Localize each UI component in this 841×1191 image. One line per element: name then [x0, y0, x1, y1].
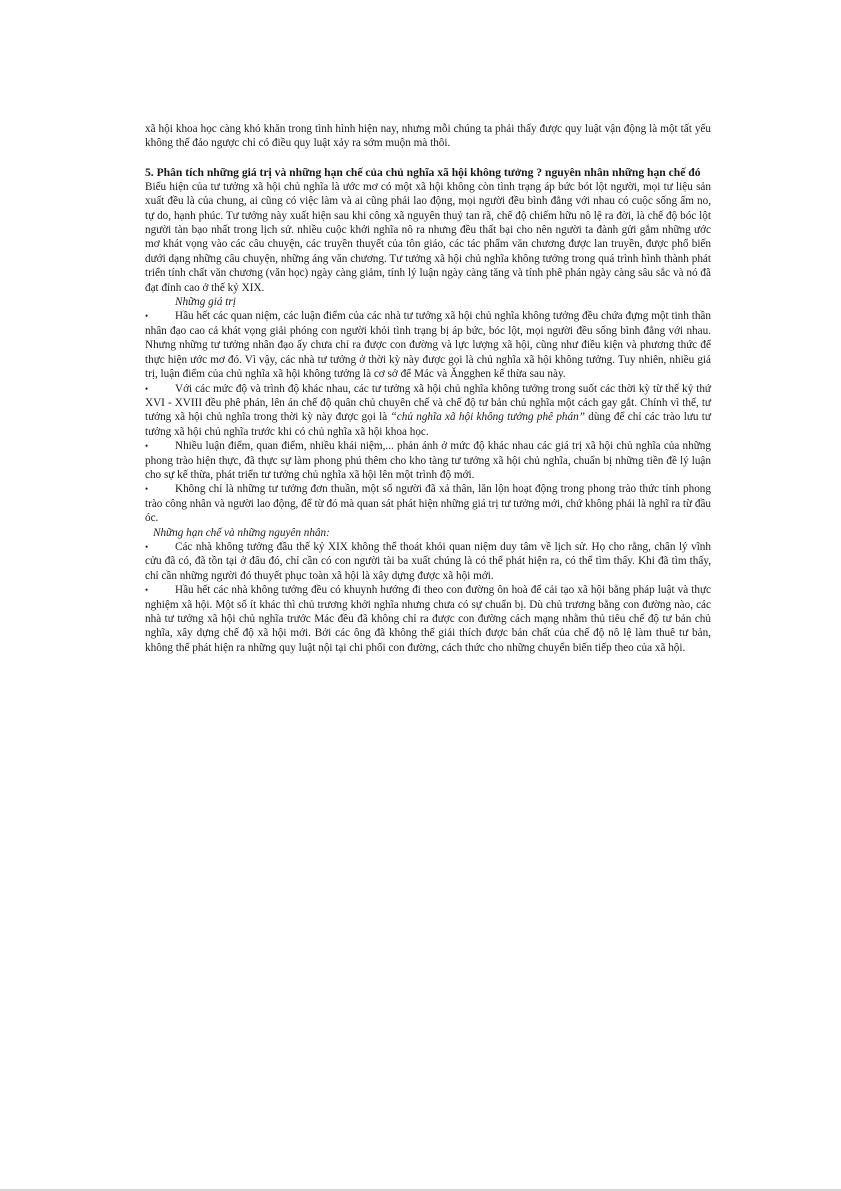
- limits-item-text: Các nhà không tưởng đầu thế kỷ XIX không thể thoát khỏi quan niệm duy tâm về lịch sử. Họ cho rằng, chân lý vĩnh cửu đã có, đã tồn tại ở đâu đó, chỉ cần có con người tài ba xuất chúng là có thể phát hiện ra, có thể tìm thấy. Khi đã tìm thấy, chỉ cần những người đó thuyết phục toàn xã hội là xây dựng được xã hội mới.: [145, 540, 711, 582]
- values-title: Những giá trị: [175, 296, 236, 309]
- limits-item-1: [145, 540, 711, 583]
- values-item-4: [145, 482, 711, 525]
- values-item-text: Nhiều luận điểm, quan điểm, nhiều khái niệm,... phản ánh ở mức độ khác nhau các giá trị xã hội chủ nghĩa của những phong trào hiện thực, đã thực sự làm phong phú thêm cho kho tàng tư tưởng xã hội chủ nghĩa, chuẩn bị những tiền đề lý luận cho sự kế thừa, phát triển tư tưởng chủ nghĩa xã hội lên một trình độ mới.: [145, 440, 711, 481]
- section-heading: 5. Phân tích những giá trị và những hạn chế của chủ nghĩa xã hội không tưởng ? nguyên nhân những hạn chế đó: [145, 165, 701, 179]
- values-item-quote: “chủ nghĩa xã hội không tưởng phê phán”: [390, 411, 585, 424]
- values-item-2: [145, 382, 711, 440]
- bullet-icon: •: [145, 441, 149, 452]
- bullet-icon: •: [145, 311, 149, 322]
- bullet-icon: •: [145, 541, 149, 552]
- values-item-text-before: Với các mức độ và trình độ khác nhau, các tư tưởng xã hội chủ nghĩa không tưởng trong suốt các thời kỳ từ thế kỷ thứ XVI - XVIII đều phê phán, lên án chế độ quân chủ chuyên chế và chế độ tư bản chủ nghĩa một cách gay gắt. Chính vì thế, tư tưởng xã hội chủ nghĩa trong thời kỳ này được gọi là: [145, 382, 711, 424]
- bullet-icon: •: [145, 585, 149, 596]
- bullet-icon: •: [145, 484, 149, 495]
- values-item-1: [145, 309, 711, 381]
- limits-title: Những hạn chế và những nguyên nhân:: [153, 526, 330, 539]
- values-item-text-after: dùng để chỉ các trào lưu tư tưởng xã hội chủ nghĩa trước khi có chủ nghĩa xã hội khoa học.: [145, 411, 711, 438]
- document-body: [145, 122, 711, 655]
- intro-paragraph: xã hội khoa học càng khó khăn trong tình hình hiện nay, nhưng mỗi chúng ta phải thấy được quy luật vận động là một tất yếu không thể đảo ngược chỉ có điều quy luật xảy ra sớm muộn mà thôi.: [145, 123, 711, 150]
- values-item-text: Hầu hết các quan niệm, các luận điểm của các nhà tư tưởng xã hội chủ nghĩa không tưởng đều chứa đựng một tinh thần nhân đạo cao cả khát vọng giải phóng con người khỏi tình trạng bị áp bức, bóc lột, mọi người đều sống bình đẳng với nhau. Nhưng những tư tưởng nhân đạo ấy chưa chỉ ra được con đường và lực lượng xã hội, cũng như điều kiện và phương thức để thực hiện ước mơ đó. Vì vậy, các nhà tư tưởng ở thời kỳ này được gọi là chủ nghĩa xã hội không tưởng. Tuy nhiên, nhiều giá trị, luận điểm của chủ nghĩa xã hội không tưởng là cơ sở để Mác và Ăngghen kế thừa sau này.: [145, 310, 711, 381]
- values-item-3: [145, 439, 711, 482]
- spacer: [145, 151, 711, 165]
- values-item-text: Không chỉ là những tư tưởng đơn thuần, một số người đã xả thân, lăn lộn hoạt động trong phong trào thức tỉnh phong trào công nhân và người lao động, để từ đó mà quan sát phát hiện những giá trị tư tưởng mới, chứ không phải là nghĩ ra từ đầu óc.: [145, 483, 712, 525]
- bullet-icon: •: [145, 383, 149, 394]
- limits-item-2: [145, 583, 711, 655]
- limits-item-text: Hầu hết các nhà không tưởng đều có khuynh hướng đi theo con đường ôn hoà để cải tạo xã hội bằng pháp luật và thực nghiệm xã hội. Một số ít khác thì chủ trương khởi nghĩa nhưng chưa có sự chuẩn bị. Dù chủ trương bằng con đường nào, các nhà tư tưởng xã hội chủ nghĩa trước Mác đều đã không chỉ ra được con đường cách mạng nhằm thủ tiêu chế độ tư bản chủ nghĩa, xây dựng chế độ xã hội mới. Bởi các ông đã không thể giải thích được bản chất của chế độ nô lệ làm thuê tư bản, không thể phát hiện ra những quy luật nội tại chi phối con đường, cách thức cho những chuyển biến tiếp theo của xã hội.: [145, 584, 711, 654]
- body-paragraph: Biểu hiện của tư tưởng xã hội chủ nghĩa là ước mơ có một xã hội không còn tình trạng áp bức bót lột người, mọi tư liệu sản xuất đều là của chung, ai cũng có việc làm và ai cũng phải lao động, mọi người đều bình đẳng với nhau có cuộc sống ấm no, tự do, hạnh phúc. Tư tưởng này xuất hiện sau khi công xã nguyên thuỷ tan rã, chế độ chiếm hữu nô lệ ra đời, là chế độ bóc lột người tàn bạo nhất trong lịch sử. nhiều cuộc khởi nghĩa nô ra nhưng đều thất bại cho nên người ta đành gửi gắm những ước mơ khát vọng vào các câu chuyện, các truyền thuyết của tôn giáo, các tác phẩm văn chương được lan truyền, được phổ biến dưới dạng những câu chuyện, những áng văn chương. Tư tưởng xã hội chủ nghĩa không tưởng trong quá trình hình thành phát triển tính chất văn chương (văn học) ngày càng giảm, tính lý luận ngày càng tăng và tính phê phán ngày càng sâu sắc và nó đã đạt đỉnh cao ở thế kỷ XIX.: [145, 180, 711, 294]
